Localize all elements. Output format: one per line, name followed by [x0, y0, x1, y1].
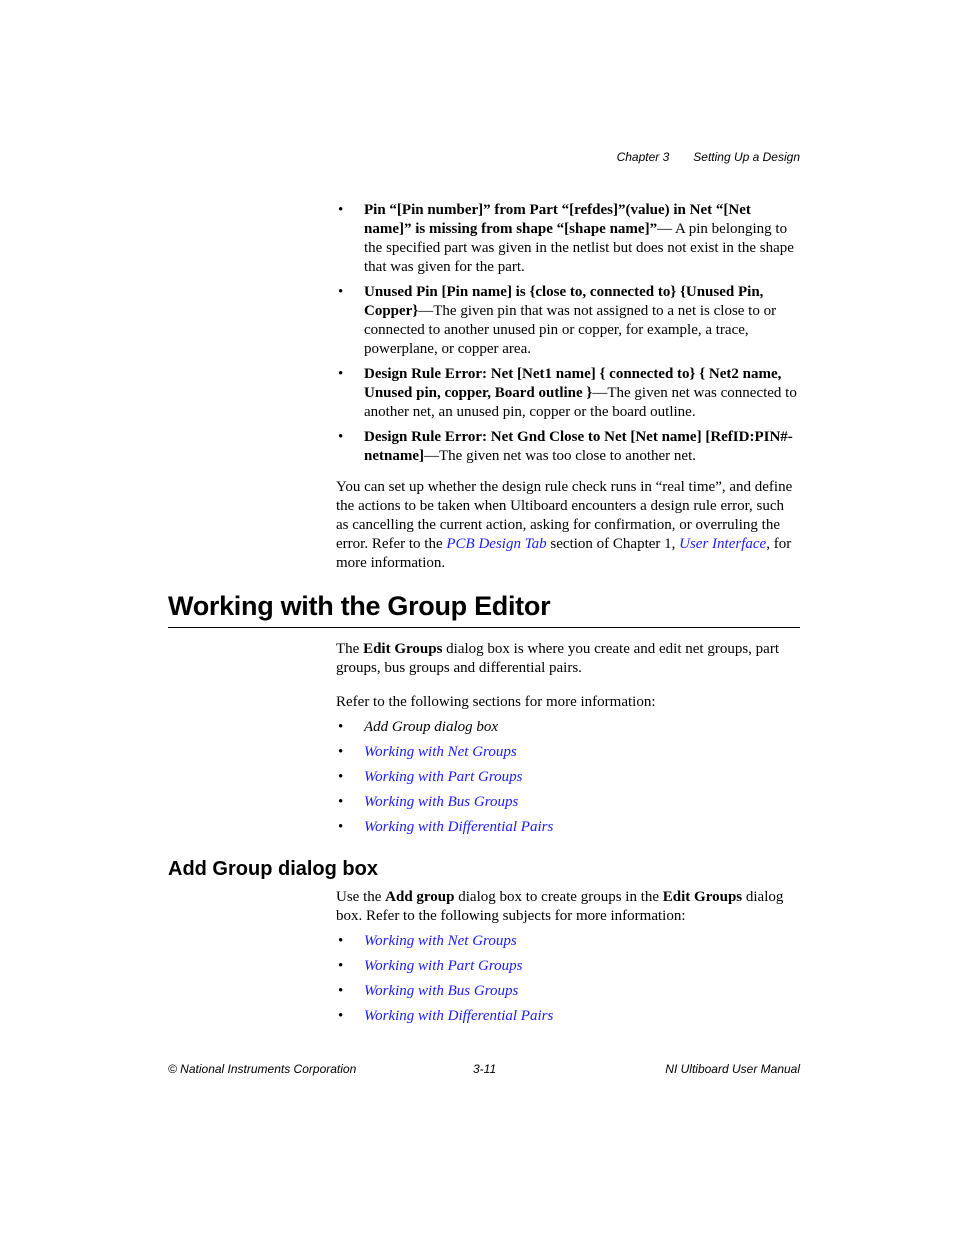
list-item: • Design Rule Error: Net Gnd Close to Net [Net name] [RefID:PIN#-netname]—The given net was too close to another net. [338, 429, 793, 464]
refer-paragraph: Refer to the following sections for more information: [336, 694, 656, 710]
net-groups-link[interactable]: Working with Net Groups [364, 744, 517, 760]
net-groups-link[interactable]: Working with Net Groups [364, 933, 517, 949]
part-groups-link[interactable]: Working with Part Groups [364, 769, 523, 785]
error-bullet-list [336, 201, 800, 472]
footer-manual-title: NI Ultiboard User Manual [665, 1062, 800, 1076]
part-groups-link[interactable]: Working with Part Groups [364, 958, 523, 974]
add-group-text: Add Group dialog box [364, 719, 499, 735]
list-item: • Working with Part Groups [338, 958, 523, 974]
running-header [617, 150, 800, 164]
list-item: • Working with Differential Pairs [338, 819, 554, 835]
list-item: • Working with Net Groups [338, 744, 517, 760]
differential-pairs-link[interactable]: Working with Differential Pairs [364, 1008, 554, 1024]
footer-copyright: © National Instruments Corporation [168, 1062, 357, 1076]
pcb-design-tab-link[interactable]: PCB Design Tab [446, 536, 547, 552]
list-item: • Design Rule Error: Net [Net1 name] { connected to} { Net2 name, Unused pin, copper, Board outline }—The given net was connected to another net, an unused pin, copper or the board outline. [338, 366, 797, 420]
bus-groups-link[interactable]: Working with Bus Groups [364, 983, 519, 999]
chapter-title: Setting Up a Design [693, 150, 800, 164]
edit-groups-paragraph: The Edit Groups dialog box is where you create and edit net groups, part groups, bus groups and differential pairs. [336, 641, 779, 676]
subsection-title: Add Group dialog box [168, 858, 378, 880]
list-item: • Add Group dialog box [338, 719, 499, 735]
differential-pairs-link[interactable]: Working with Differential Pairs [364, 819, 554, 835]
section-link-list [336, 718, 800, 843]
footer-page-number: 3-11 [473, 1062, 497, 1076]
subject-link-list [336, 932, 800, 1032]
list-item: • Working with Bus Groups [338, 794, 519, 810]
list-item: • Working with Bus Groups [338, 983, 519, 999]
bus-groups-link[interactable]: Working with Bus Groups [364, 794, 519, 810]
list-item: • Working with Differential Pairs [338, 1008, 554, 1024]
chapter-number: Chapter 3 [616, 150, 670, 164]
add-group-paragraph: Use the Add group dialog box to create groups in the Edit Groups dialog box. Refer to the following subjects for more information: [336, 889, 784, 924]
realtime-paragraph: You can set up whether the design rule check runs in “real time”, and define the actions to be taken when Ultiboard encounters a design rule error, such as cancelling the current action, asking for confirmation, or overruling the error. Refer to the PCB Design Tab section of Chapter 1, User Interface, for more information. [336, 479, 793, 571]
user-interface-link[interactable]: User Interface [679, 536, 767, 552]
list-item: • Unused Pin [Pin name] is {close to, connected to} {Unused Pin, Copper}—The given pin that was not assigned to a net is close to or connected to another unused pin or copper, for example, a trace, powerplane, or copper area. [338, 284, 777, 357]
list-item: • Pin “[Pin number]” from Part “[refdes]”(value) in Net “[Net name]” is missing from shape “[shape name]”— A pin belonging to the specified part was given in the netlist but does not exist in the shape that was given for the part. [338, 202, 794, 275]
list-item: • Working with Part Groups [338, 769, 523, 785]
list-item: • Working with Net Groups [338, 933, 517, 949]
section-title: Working with the Group Editor [168, 588, 800, 628]
